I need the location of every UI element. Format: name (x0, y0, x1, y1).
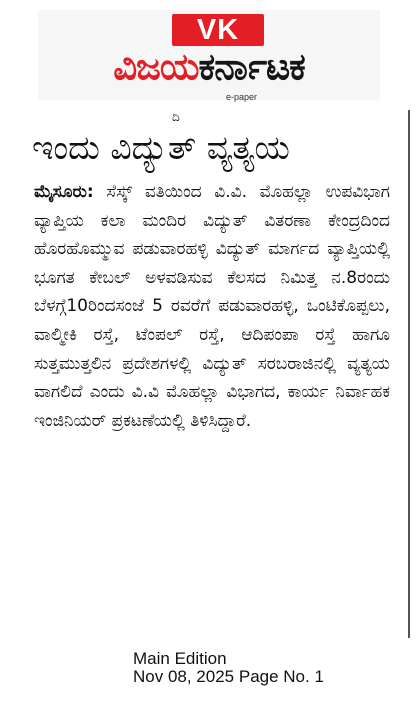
article-headline: ಇಂದು ವಿದ್ಯುತ್ ವ್ಯತ್ಯಯ (32, 128, 290, 167)
newspaper-name-part-a: ವಿಜಯ (113, 45, 199, 88)
article-clipping (22, 110, 410, 638)
article-dateline: ಮೈಸೂರು: (34, 182, 94, 202)
epaper-tagline: e-paper (226, 92, 258, 102)
newspaper-name-part-b: ಕರ್ನಾಟಕ (198, 45, 305, 88)
masthead (38, 10, 380, 100)
edition-label: Main Edition (133, 649, 227, 668)
article-body (34, 178, 390, 435)
clipped-top-text: ದಿ (172, 110, 180, 124)
article-body-text: ಸೆಸ್ಕ್ ವತಿಯಿಂದ ವಿ.ವಿ. ಮೊಹಲ್ಲಾ ಉಪವಿಭಾಗ ವ್ಯಾಪ್ತಿಯ ಕಲಾ ಮಂದಿರ ವಿದ್ಯುತ್ ವಿತರಣಾ ಕೇಂದ್ರದಿಂದ ಹೊರಹೊಮ್ಮುವ ಪಡುವಾರಹಳ್ಳಿ ವಿದ್ಯುತ್ ಮಾರ್ಗದ ವ್ಯಾಪ್ತಿಯಲ್ಲಿ ಭೂಗತ ಕೇಬಲ್ ಅಳವಡಿಸುವ ಕೆಲಸದ ನಿಮಿತ್ತ ನ.8ರಂದು ಬೆಳಗ್ಗೆ10ರಿಂದಸಂಜೆ 5 ರವರೆಗೆ ಪಡುವಾರಹಳ್ಳಿ, ಒಂಟಿಕೊಪ್ಪಲು, ವಾಲ್ಮೀಕಿ ರಸ್ತೆ, ಟೆಂಪಲ್ ರಸ್ತೆ, ಆದಿಪಂಪಾ ರಸ್ತೆ ಹಾಗೂ ಸುತ್ತಮುತ್ತಲಿನ ಪ್ರದೇಶಗಳಲ್ಲಿ ವಿದ್ಯುತ್ ಸರಬರಾಜಿನಲ್ಲಿ ವ್ಯತ್ಯಯ ವಾಗಲಿದೆ ಎಂದು ವಿ.ವಿ ಮೊಹಲ್ಲಾ ವಿಭಾಗದ, ಕಾರ್ಯ ನಿರ್ವಾಹಕ ಇಂಜಿನಿಯರ್ ಪ್ರಕಟಣೆಯಲ್ಲಿ ತಿಳಿಸಿದ್ದಾರೆ. (34, 182, 390, 431)
newspaper-name (38, 44, 380, 90)
vk-logo-badge: VK (172, 14, 264, 46)
edition-date-page: Nov 08, 2025 Page No. 1 (133, 667, 324, 686)
edition-footer (133, 650, 324, 686)
